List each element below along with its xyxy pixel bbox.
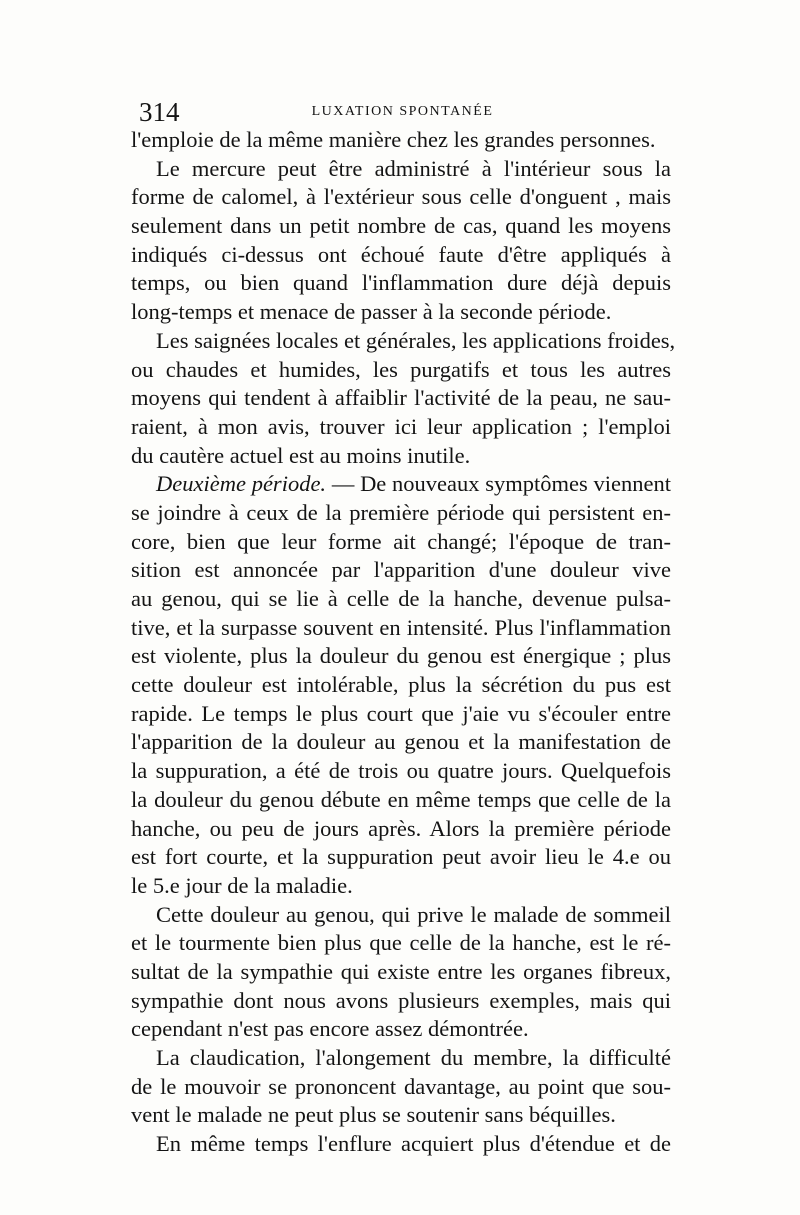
text-line <box>131 384 671 413</box>
line-text: du cautère actuel est au moins inutile. <box>131 442 471 468</box>
text-line <box>131 614 671 643</box>
line-text: sympathie dont nous avons plusieurs exemples, mais qui <box>131 987 671 1013</box>
text-line <box>131 556 671 585</box>
line-text: de le mouvoir se prononcent davantage, au point que sou- <box>131 1073 671 1099</box>
line-text: sultat de la sympathie qui existe entre les organes fibreux, <box>131 958 671 984</box>
text-line <box>131 356 671 385</box>
line-text: core, bien que leur forme ait changé; l'époque de tran- <box>131 528 671 554</box>
text-line <box>131 298 671 327</box>
text-line <box>131 671 671 700</box>
text-line <box>131 413 671 442</box>
text-line <box>131 155 671 184</box>
line-text: vent le malade ne peut plus se soutenir sans béquilles. <box>131 1102 616 1128</box>
line-text: Le mercure peut être administré à l'intérieur sous la <box>156 155 671 181</box>
line-text: temps, ou bien quand l'inflammation dure déjà depuis <box>131 270 671 296</box>
line-text: l'emploie de la même manière chez les grandes personnes. <box>131 127 656 152</box>
text-line <box>131 499 671 528</box>
line-text: au genou, qui se lie à celle de la hanche, devenue pulsa- <box>131 586 671 611</box>
text-line <box>131 872 671 901</box>
text-line <box>131 1130 671 1159</box>
line-text: est fort courte, et la suppuration peut avoir lieu le 4.e ou <box>131 844 671 870</box>
line-text: indiqués ci-dessus ont échoué faute d'être appliqués à <box>131 241 671 267</box>
line-text: moyens qui tendent à affaiblir l'activité de la peau, ne sau- <box>131 385 671 411</box>
line-text: seulement dans un petit nombre de cas, quand les moyens <box>131 213 671 239</box>
text-line <box>131 901 671 930</box>
text-line <box>131 642 671 671</box>
line-text: forme de calomel, à l'extérieur sous celle d'onguent , mais <box>131 184 671 210</box>
line-text: la suppuration, a été de trois ou quatre jours. Quelquefois <box>131 758 671 784</box>
text-line <box>131 1073 671 1102</box>
line-text: La claudication, l'alongement du membre, la difficulté <box>156 1045 671 1070</box>
line-text: sition est annoncée par l'apparition d'une douleur vive <box>131 557 671 583</box>
line-text: raient, à mon avis, trouver ici leur application ; l'emploi <box>131 413 671 439</box>
text-line <box>131 1044 671 1073</box>
line-text: Cette douleur au genou, qui prive le malade de sommeil <box>156 901 671 927</box>
text-line <box>131 1101 671 1130</box>
text-line <box>131 757 671 786</box>
line-text: hanche, ou peu de jours après. Alors la première période <box>131 815 671 841</box>
page-header <box>135 97 670 127</box>
line-text: En même temps l'enflure acquiert plus d'étendue et de <box>156 1131 671 1157</box>
body-text <box>131 126 676 1159</box>
line-text: ou chaudes et humides, les purgatifs et tous les autres <box>131 356 671 382</box>
line-text: — De nouveaux symptômes viennent <box>326 471 671 497</box>
section-heading: Deuxième période. <box>156 471 327 497</box>
text-line <box>131 987 671 1016</box>
text-line <box>131 126 671 155</box>
text-line <box>131 183 671 212</box>
line-text: se joindre à ceux de la première période qui persistent en- <box>131 499 671 525</box>
line-text: tive, et la surpasse souvent en intensité. Plus l'inflammation <box>131 614 671 640</box>
line-text: et le tourmente bien plus que celle de la hanche, est le ré- <box>131 930 671 956</box>
text-line <box>131 269 671 298</box>
line-text: long-temps et menace de passer à la seconde période. <box>131 299 612 325</box>
text-line <box>131 442 671 471</box>
text-line <box>131 958 671 987</box>
line-text: l'apparition de la douleur au genou et la manifestation de <box>131 729 671 755</box>
text-line <box>131 815 671 844</box>
text-line <box>131 929 671 958</box>
text-line <box>131 728 671 757</box>
text-line <box>131 700 671 729</box>
line-text: le 5.e jour de la maladie. <box>131 872 353 898</box>
text-line <box>131 786 671 815</box>
text-line <box>131 528 671 557</box>
text-line <box>131 470 671 499</box>
line-text: la douleur du genou débute en même temps que celle de la <box>131 786 671 812</box>
text-line <box>131 327 676 356</box>
text-line <box>131 241 671 270</box>
line-text: Les saignées locales et générales, les applications froides, <box>156 327 676 353</box>
line-text: est violente, plus la douleur du genou est énergique ; plus <box>131 643 671 669</box>
text-line <box>131 1015 671 1044</box>
text-line <box>131 212 671 241</box>
running-title: LUXATION SPONTANÉE <box>311 104 494 119</box>
text-line <box>131 843 671 872</box>
line-text: cependant n'est pas encore assez démontrée. <box>131 1016 529 1042</box>
line-text: rapide. Le temps le plus court que j'aie vu s'écouler entre <box>131 700 671 726</box>
line-text: cette douleur est intolérable, plus la sécrétion du pus est <box>131 672 671 698</box>
text-line <box>131 585 671 614</box>
page-number: 314 <box>139 97 180 127</box>
